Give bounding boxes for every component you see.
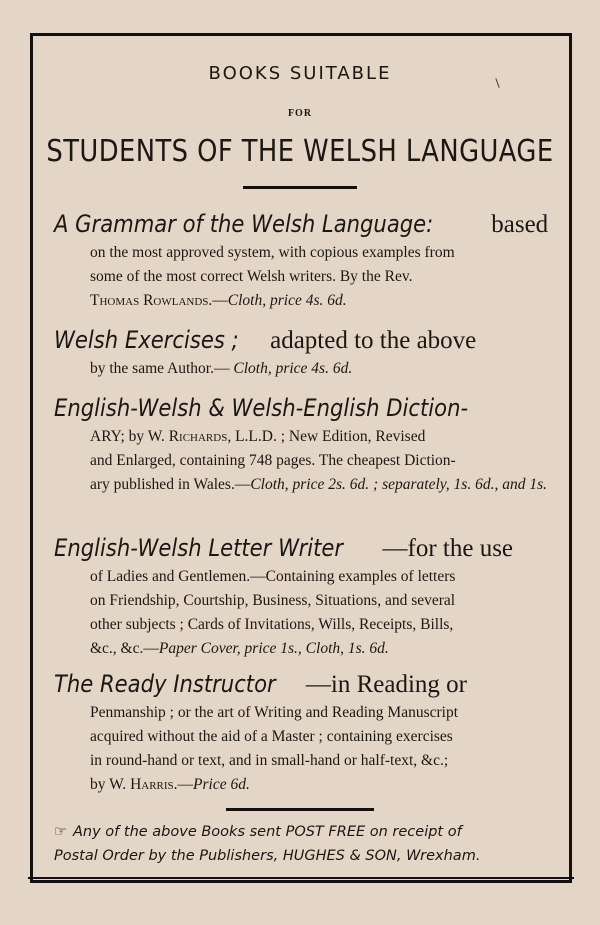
entry-line: of Ladies and Gentlemen.—Containing examples of letters [90,568,456,585]
book-entry-instructor [54,668,552,797]
entry-title [54,668,552,701]
entry-text: ary published in Wales.— [90,476,251,493]
heading-for: FOR [287,108,313,119]
entry-body [54,241,552,313]
entry-line: on the most approved system, with copious examples from [90,244,455,261]
entry-title-rest: based [485,211,549,238]
entry-line: other subjects ; Cards of Invitations, Wills, Receipts, Bills, [90,616,454,633]
footer-line-2: Postal Order by the Publishers, HUGHES & SON, Wrexham. [54,848,481,864]
entry-title [54,392,552,425]
author-name: Thomas Rowlands.— [90,292,228,309]
entry-line [90,473,552,497]
entry-title-italic: English-Welsh Letter Writer [54,534,344,562]
entry-body [54,701,552,797]
entry-body [54,357,552,381]
entry-title-rest: adapted to the above [263,327,477,354]
entry-line: and Enlarged, containing 748 pages. The cheapest Diction- [90,452,456,469]
price-text: Cloth, price 4s. 6d. [233,360,353,377]
entry-title [54,324,552,357]
entry-line: some of the most correct Welsh writers. By the Rev. [90,268,413,285]
entry-line [90,773,552,797]
entry-title-italic: English-Welsh & Welsh-English Diction- [54,394,469,422]
entry-line [90,637,552,661]
author-name: Richards [168,428,228,445]
entry-line: on Friendship, Courtship, Business, Situations, and several [90,592,456,609]
pointing-hand-icon: ☞ [54,824,67,840]
bottom-rule [28,877,574,879]
entry-title-rest: —for the use [382,535,514,562]
entry-title-rest: —in Reading or [305,671,468,698]
entry-line [90,425,552,449]
book-entry-dictionary [54,392,552,497]
entry-line: in round-hand or text, and in small-hand or half-text, &c.; [90,752,449,769]
price-text: Price 6d. [193,776,250,793]
entry-title-italic: The Ready Instructor [54,670,276,698]
entry-text: &c., &c.— [90,640,159,657]
entry-body [54,425,552,497]
page-title: STUDENTS OF THE WELSH LANGUAGE [46,134,554,169]
entry-line: acquired without the aid of a Master ; containing exercises [90,728,453,745]
footer-notice [54,820,552,868]
price-text: Cloth, price 2s. 6d. ; separately, 1s. 6d., and 1s. [250,476,547,493]
book-entry-exercises [54,324,552,381]
divider-top [243,186,357,189]
entry-title-italic: A Grammar of the Welsh Language: [54,210,434,238]
entry-text: by W. [90,776,131,793]
footer-line-1: Any of the above Books sent POST FREE on receipt of [73,824,462,840]
entry-text: ARY; by W. [90,428,169,445]
entry-line: Penmanship ; or the art of Writing and Reading Manuscript [90,704,459,721]
entry-body [54,565,552,661]
entry-line [90,289,552,313]
divider-bottom [226,808,374,811]
price-text: Paper Cover, price 1s., Cloth, 1s. 6d. [158,640,389,657]
entry-title-italic: Welsh Exercises ; [54,326,239,354]
entry-text: , L.L.D. ; New Edition, Revised [227,428,426,445]
entry-title [54,208,552,241]
book-entry-letter-writer [54,532,552,661]
entry-title [54,532,552,565]
heading-books-suitable: BOOKS SUITABLE [208,63,392,84]
entry-text: .— [173,776,194,793]
book-entry-grammar [54,208,552,313]
entry-line [90,357,552,381]
entry-text: by the same Author.— [90,360,234,377]
author-name: Harris [130,776,174,793]
price-text: Cloth, price 4s. 6d. [227,292,347,309]
